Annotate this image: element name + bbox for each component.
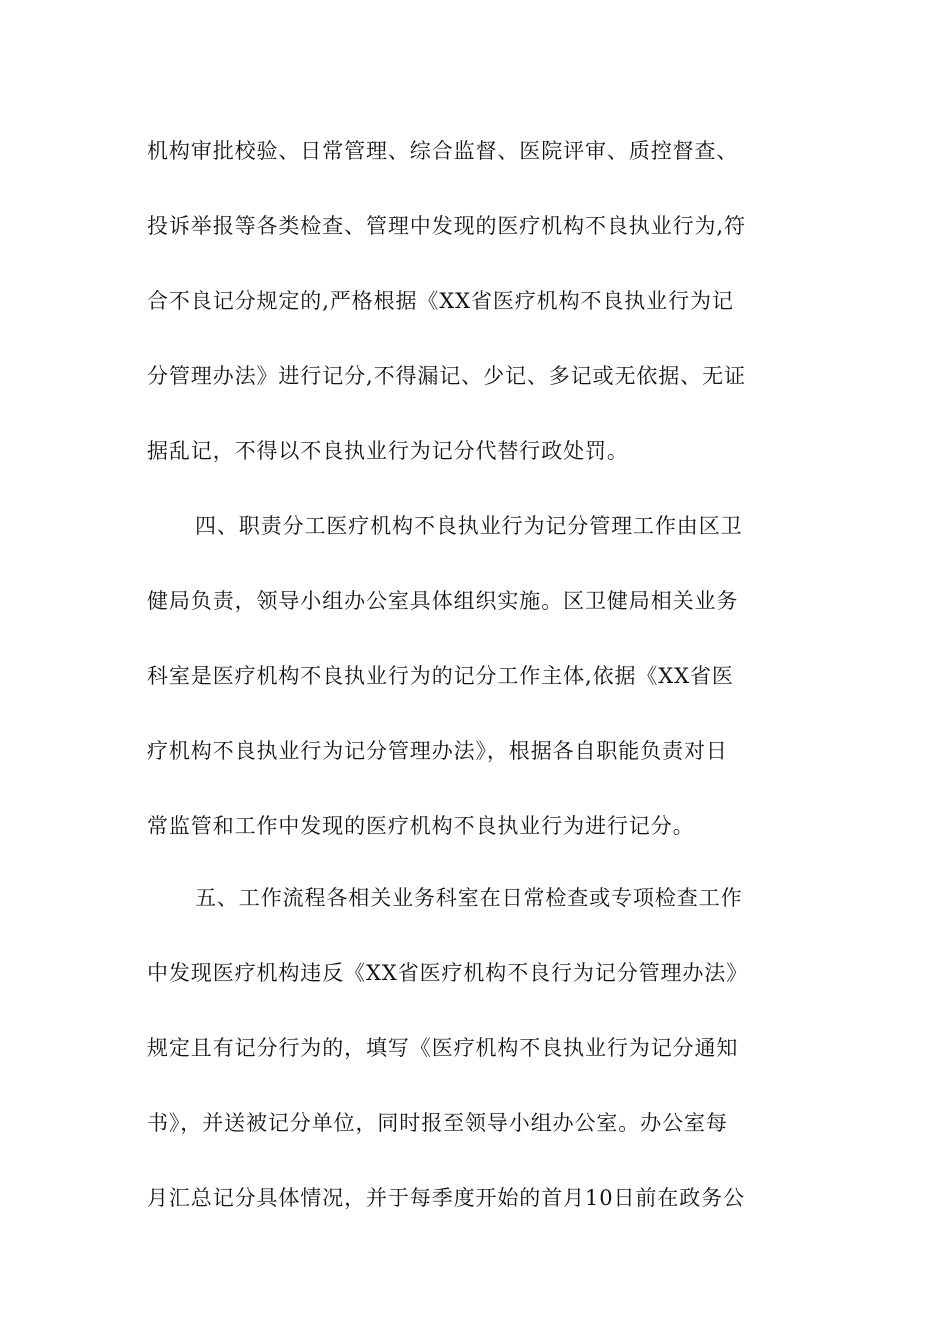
paragraph-line: 疗机构不良执业行为记分管理办法》，根据各自职能负责对日	[147, 739, 728, 763]
paragraph-line: 投诉举报等各类检查、管理中发现的医疗机构不良执业行为,符	[147, 214, 746, 238]
paragraph-line: 健局负责，领导小组办公室具体组织实施。区卫健局相关业务	[147, 589, 739, 613]
paragraph-line: 据乱记，不得以不良执业行为记分代替行政处罚。	[147, 439, 629, 463]
paragraph-line: 书》，并送被记分单位，同时报至领导小组办公室。办公室每	[147, 1111, 728, 1135]
paragraph-line: 机构审批校验、日常管理、综合监督、医院评审、质控督查、	[147, 139, 739, 163]
paragraph-line: 科室是医疗机构不良执业行为的记分工作主体,依据《XX省医	[147, 664, 734, 688]
paragraph-line: 合不良记分规定的,严格根据《XX省医疗机构不良执业行为记	[147, 289, 734, 313]
paragraph-line: 常监管和工作中发现的医疗机构不良执业行为进行记分。	[147, 814, 695, 838]
paragraph-line: 规定且有记分行为的，填写《医疗机构不良执业行为记分通知	[147, 1036, 739, 1060]
paragraph-line: 分管理办法》进行记分,不得漏记、少记、多记或无依据、无证	[147, 364, 746, 388]
section-heading-line: 四、职责分工医疗机构不良执业行为记分管理工作由区卫	[195, 514, 743, 538]
paragraph-line: 中发现医疗机构违反《XX省医疗机构不良行为记分管理办法》	[147, 961, 749, 985]
paragraph-line: 月汇总记分具体情况，并于每季度开始的首月10日前在政务公	[147, 1186, 745, 1210]
section-heading-line: 五、工作流程各相关业务科室在日常检查或专项检查工作	[195, 886, 743, 910]
